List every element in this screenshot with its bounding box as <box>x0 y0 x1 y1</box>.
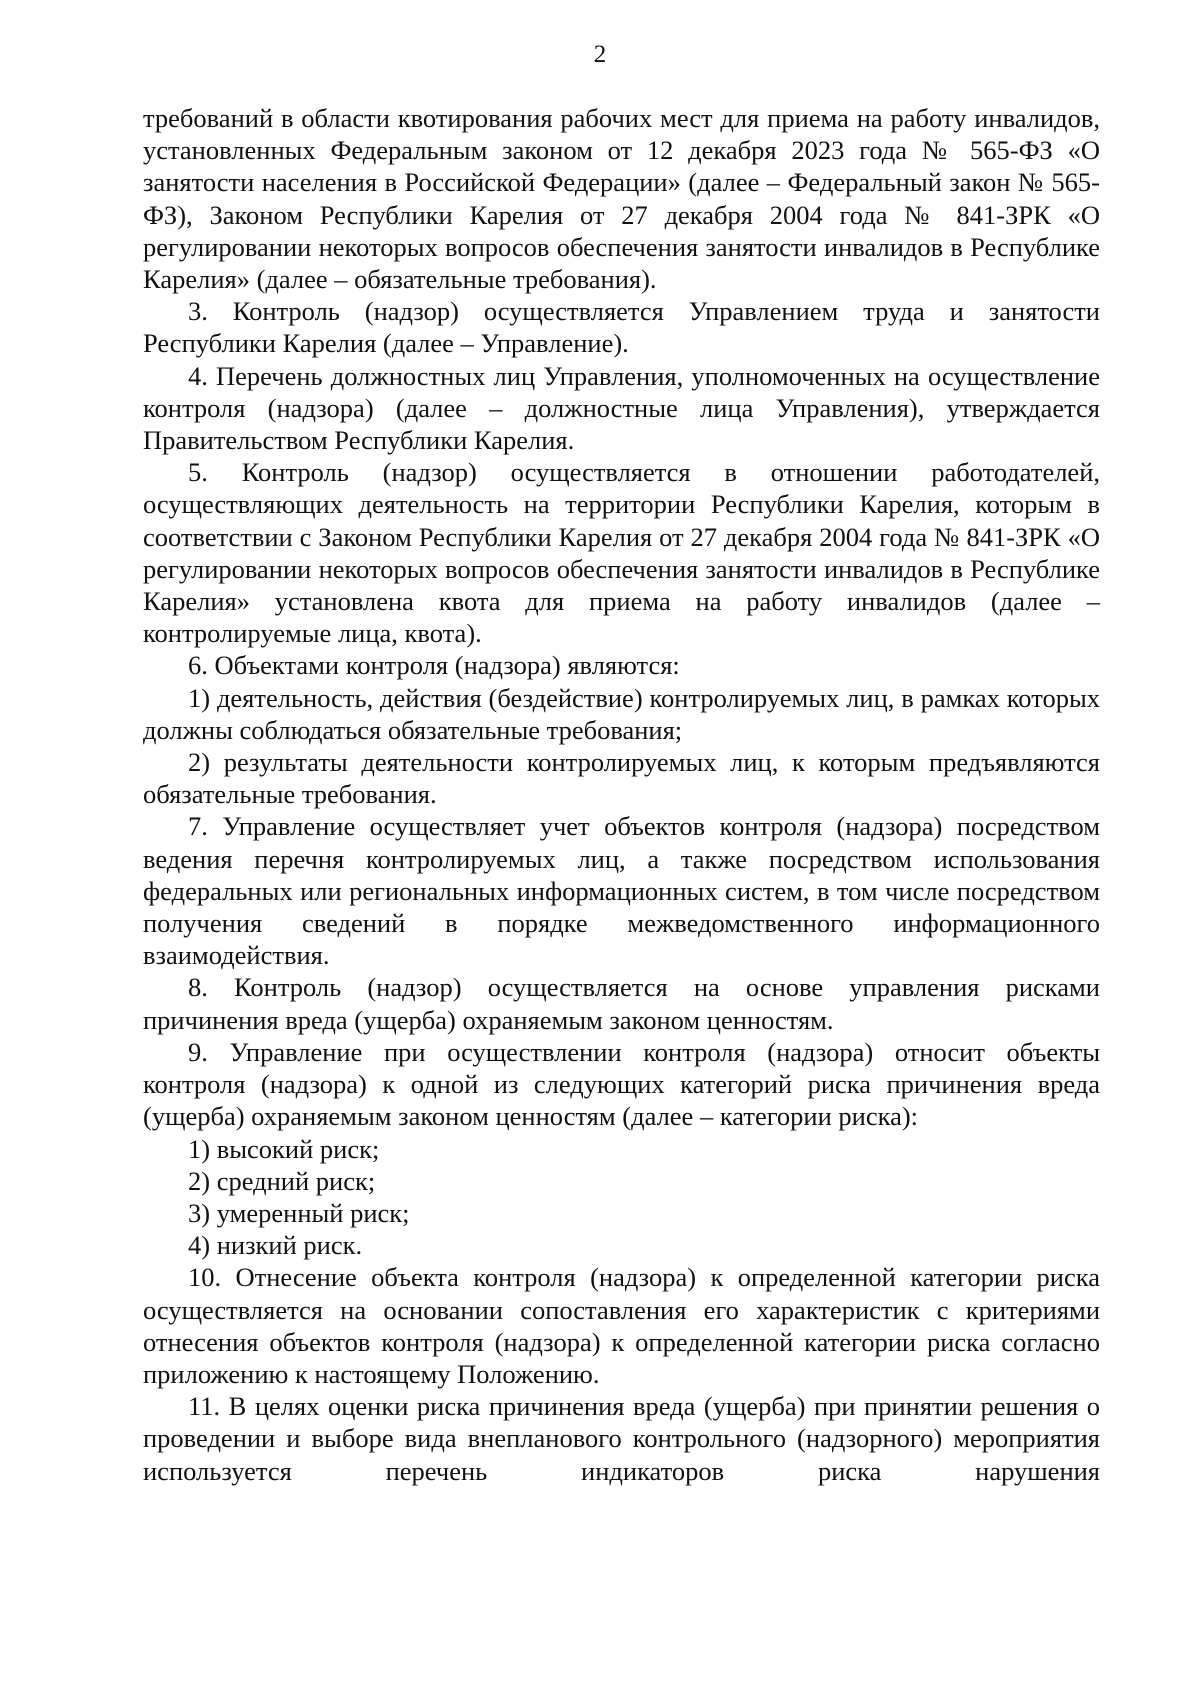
paragraph-item-9-4: 4) низкий риск. <box>188 1230 363 1261</box>
paragraph-item-9-2: 2) средний риск; <box>188 1165 376 1196</box>
paragraph-item-6: 6. Объектами контроля (надзора) являются: <box>188 650 680 681</box>
paragraph-item-10: 10. Отнесение объекта контроля (надзора) к определенной категории риска осуществляется на основании сопоставления его характеристик с критериями отнесения объектов контроля (надзора) к определенной категории риска согласно приложению к настоящему Положению. <box>143 1262 1100 1389</box>
paragraph-item-6-1: 1) деятельность, действия (бездействие) контролируемых лиц, в рамках которых должны соблюдаться обязательные требования; <box>143 682 1100 745</box>
document-body <box>143 102 1100 1487</box>
paragraph-item-9-1: 1) высокий риск; <box>188 1133 380 1164</box>
paragraph-item-4: 4. Перечень должностных лиц Управления, уполномоченных на осуществление контроля (надзора) (далее – должностные лица Управления), утверждается Правительством Республики Карелия. <box>143 360 1100 456</box>
paragraph-item-8: 8. Контроль (надзор) осуществляется на основе управления рисками причинения вреда (ущерба) охраняемым законом ценностям. <box>143 972 1100 1035</box>
paragraph-continuation: требований в области квотирования рабочих мест для приема на работу инвалидов, установленных Федеральным законом от 12 декабря 2023 года № 565-ФЗ «О занятости населения в Российской Федерации» (далее – Федеральный закон № 565-ФЗ), Законом Республики Карелия от 27 декабря 2004 года № 841-ЗРК «О регулировании некоторых вопросов обеспечения занятости инвалидов в Республике Карелия» (далее – обязательные требования). <box>143 103 1100 295</box>
paragraph-item-11: 11. В целях оценки риска причинения вреда (ущерба) при принятии решения о проведении и выборе вида внепланового контрольного (надзорного) мероприятия используется перечень индикаторов риска нарушения <box>143 1391 1100 1486</box>
paragraph-item-3: 3. Контроль (надзор) осуществляется Управлением труда и занятости Республики Карелия (далее – Управление). <box>143 296 1100 359</box>
paragraph-item-6-2: 2) результаты деятельности контролируемых лиц, к которым предъявляются обязательные требования. <box>143 747 1100 810</box>
paragraph-item-9: 9. Управление при осуществлении контроля (надзора) относит объекты контроля (надзора) к одной из следующих категорий риска причинения вреда (ущерба) охраняемым законом ценностям (далее – категории риска): <box>143 1036 1100 1132</box>
paragraph-item-9-3: 3) умеренный риск; <box>188 1197 410 1228</box>
paragraph-item-7: 7. Управление осуществляет учет объектов контроля (надзора) посредством ведения перечня контролируемых лиц, а также посредством использования федеральных или региональных информационных систем, в том числе посредством получения сведений в порядке межведомственного информационного взаимодействия. <box>143 811 1100 971</box>
page-number: 2 <box>593 41 607 68</box>
paragraph-item-5: 5. Контроль (надзор) осуществляется в отношении работодателей, осуществляющих деятельность на территории Республики Карелия, которым в соответствии с Законом Республики Карелия от 27 декабря 2004 года № 841-ЗРК «О регулировании некоторых вопросов обеспечения занятости инвалидов в Республике Карелия» установлена квота для приема на работу инвалидов (далее – контролируемые лица, квота). <box>143 457 1100 649</box>
